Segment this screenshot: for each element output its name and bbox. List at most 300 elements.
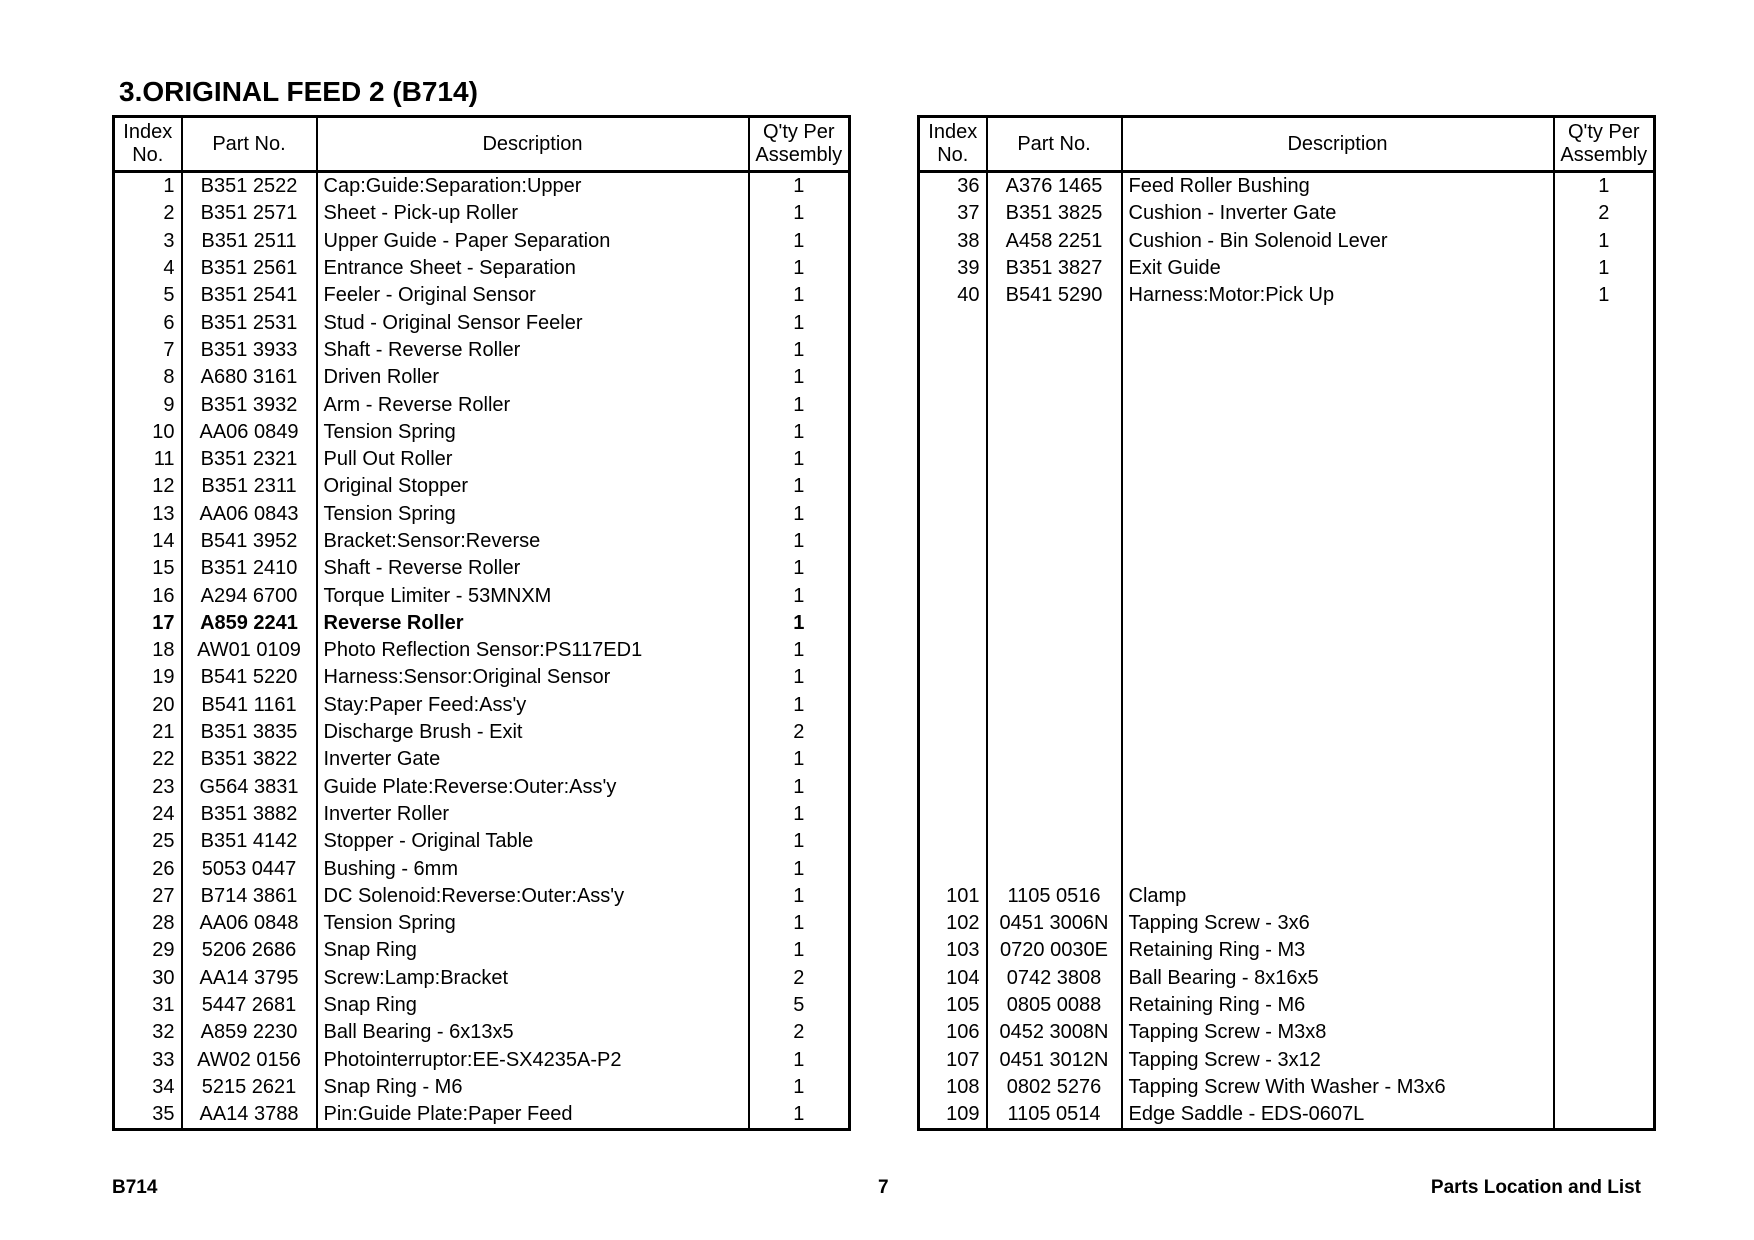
- header-qty-per-assembly: Q'ty Per Assembly: [1554, 117, 1655, 172]
- cell-part-no: B351 2541: [182, 282, 317, 309]
- cell-index-no: 39: [919, 255, 987, 282]
- cell-index-no: 14: [114, 528, 182, 555]
- cell-index-no: 5: [114, 282, 182, 309]
- table-row: [919, 200, 1655, 227]
- header-qty-per-assembly: Q'ty Per Assembly: [749, 117, 850, 172]
- cell-part-no: [987, 637, 1122, 664]
- cell-description: Reverse Roller: [317, 610, 749, 637]
- cell-description: Pin:Guide Plate:Paper Feed: [317, 1101, 749, 1130]
- table-row: [114, 719, 850, 746]
- table-row: [114, 255, 850, 282]
- cell-description: Photointerruptor:EE-SX4235A-P2: [317, 1047, 749, 1074]
- cell-description: [1122, 473, 1554, 500]
- cell-index-no: 3: [114, 228, 182, 255]
- cell-qty: [1554, 828, 1655, 855]
- cell-description: Harness:Motor:Pick Up: [1122, 282, 1554, 309]
- cell-description: Photo Reflection Sensor:PS117ED1: [317, 637, 749, 664]
- cell-qty: 1: [749, 774, 850, 801]
- table-row: [919, 582, 1655, 609]
- cell-qty: [1554, 364, 1655, 391]
- table-row: [919, 883, 1655, 910]
- cell-qty: [1554, 719, 1655, 746]
- cell-description: [1122, 664, 1554, 691]
- cell-description: Snap Ring: [317, 992, 749, 1019]
- cell-description: Feeler - Original Sensor: [317, 282, 749, 309]
- cell-index-no: 10: [114, 419, 182, 446]
- cell-part-no: 5206 2686: [182, 937, 317, 964]
- cell-part-no: 1105 0516: [987, 883, 1122, 910]
- parts-table-left: [112, 115, 851, 1131]
- cell-index-no: 2: [114, 200, 182, 227]
- cell-part-no: 5053 0447: [182, 855, 317, 882]
- cell-qty: 1: [749, 391, 850, 418]
- footer-section-title: Parts Location and List: [1430, 1177, 1641, 1198]
- cell-part-no: 5215 2621: [182, 1074, 317, 1101]
- cell-description: [1122, 528, 1554, 555]
- table-row: [114, 910, 850, 937]
- cell-qty: [1554, 801, 1655, 828]
- cell-description: [1122, 555, 1554, 582]
- cell-description: Ball Bearing - 6x13x5: [317, 1019, 749, 1046]
- cell-index-no: 29: [114, 937, 182, 964]
- cell-qty: 1: [749, 172, 850, 201]
- cell-index-no: 22: [114, 746, 182, 773]
- cell-qty: 1: [749, 364, 850, 391]
- table-row: [919, 1047, 1655, 1074]
- cell-qty: 5: [749, 992, 850, 1019]
- table-row: [114, 555, 850, 582]
- cell-index-no: [919, 446, 987, 473]
- cell-index-no: 8: [114, 364, 182, 391]
- table-row: [919, 228, 1655, 255]
- cell-qty: [1554, 1019, 1655, 1046]
- cell-qty: [1554, 746, 1655, 773]
- cell-index-no: 9: [114, 391, 182, 418]
- cell-description: Torque Limiter - 53MNXM: [317, 582, 749, 609]
- cell-qty: [1554, 692, 1655, 719]
- cell-index-no: 108: [919, 1074, 987, 1101]
- table-row: [919, 965, 1655, 992]
- cell-index-no: [919, 309, 987, 336]
- cell-qty: 1: [749, 910, 850, 937]
- cell-description: DC Solenoid:Reverse:Outer:Ass'y: [317, 883, 749, 910]
- cell-qty: 1: [749, 1101, 850, 1130]
- cell-qty: 1: [749, 446, 850, 473]
- cell-part-no: [987, 828, 1122, 855]
- cell-qty: [1554, 1047, 1655, 1074]
- table-row: [114, 419, 850, 446]
- cell-part-no: A859 2241: [182, 610, 317, 637]
- cell-qty: [1554, 582, 1655, 609]
- table-row: [114, 855, 850, 882]
- parts-table-left-body: [114, 172, 850, 1130]
- cell-description: Snap Ring: [317, 937, 749, 964]
- table-row: [919, 801, 1655, 828]
- footer-page-number: 7: [878, 1177, 889, 1198]
- cell-description: Shaft - Reverse Roller: [317, 555, 749, 582]
- cell-qty: 1: [749, 1047, 850, 1074]
- cell-index-no: [919, 746, 987, 773]
- table-row: [114, 610, 850, 637]
- cell-description: Tapping Screw - 3x6: [1122, 910, 1554, 937]
- table-row: [919, 774, 1655, 801]
- cell-description: [1122, 637, 1554, 664]
- cell-description: Exit Guide: [1122, 255, 1554, 282]
- cell-index-no: 25: [114, 828, 182, 855]
- table-row: [114, 473, 850, 500]
- parts-table-right: [917, 115, 1656, 1131]
- cell-index-no: 36: [919, 172, 987, 201]
- cell-part-no: G564 3831: [182, 774, 317, 801]
- cell-qty: [1554, 965, 1655, 992]
- cell-index-no: 1: [114, 172, 182, 201]
- table-row: [919, 364, 1655, 391]
- cell-index-no: [919, 501, 987, 528]
- cell-index-no: [919, 855, 987, 882]
- cell-description: [1122, 719, 1554, 746]
- cell-index-no: 101: [919, 883, 987, 910]
- cell-index-no: 107: [919, 1047, 987, 1074]
- cell-part-no: 1105 0514: [987, 1101, 1122, 1130]
- table-row: [919, 528, 1655, 555]
- table-row: [919, 1019, 1655, 1046]
- cell-index-no: [919, 364, 987, 391]
- cell-part-no: B714 3861: [182, 883, 317, 910]
- cell-part-no: [987, 719, 1122, 746]
- table-row: [919, 937, 1655, 964]
- cell-index-no: 105: [919, 992, 987, 1019]
- cell-part-no: [987, 692, 1122, 719]
- cell-qty: 2: [1554, 200, 1655, 227]
- cell-qty: 1: [1554, 228, 1655, 255]
- cell-index-no: 21: [114, 719, 182, 746]
- table-row: [114, 501, 850, 528]
- cell-qty: 2: [749, 719, 850, 746]
- header-index-no: Index No.: [919, 117, 987, 172]
- cell-index-no: 32: [114, 1019, 182, 1046]
- cell-description: Clamp: [1122, 883, 1554, 910]
- cell-description: [1122, 828, 1554, 855]
- table-row: [919, 992, 1655, 1019]
- cell-qty: [1554, 528, 1655, 555]
- cell-qty: 1: [749, 255, 850, 282]
- cell-part-no: B351 2321: [182, 446, 317, 473]
- cell-part-no: B351 2531: [182, 309, 317, 336]
- cell-description: Pull Out Roller: [317, 446, 749, 473]
- cell-description: [1122, 582, 1554, 609]
- cell-index-no: 106: [919, 1019, 987, 1046]
- header-part-no: Part No.: [987, 117, 1122, 172]
- cell-index-no: 27: [114, 883, 182, 910]
- cell-index-no: 109: [919, 1101, 987, 1130]
- cell-qty: [1554, 992, 1655, 1019]
- cell-index-no: 34: [114, 1074, 182, 1101]
- table-row: [919, 855, 1655, 882]
- table-row: [114, 528, 850, 555]
- cell-qty: 1: [749, 664, 850, 691]
- cell-description: Harness:Sensor:Original Sensor: [317, 664, 749, 691]
- cell-index-no: 19: [114, 664, 182, 691]
- cell-part-no: 5447 2681: [182, 992, 317, 1019]
- cell-description: Cushion - Inverter Gate: [1122, 200, 1554, 227]
- cell-part-no: 0805 0088: [987, 992, 1122, 1019]
- cell-description: [1122, 337, 1554, 364]
- cell-qty: [1554, 1074, 1655, 1101]
- cell-part-no: B541 3952: [182, 528, 317, 555]
- cell-part-no: AA14 3788: [182, 1101, 317, 1130]
- cell-part-no: [987, 364, 1122, 391]
- cell-index-no: 17: [114, 610, 182, 637]
- cell-part-no: B351 4142: [182, 828, 317, 855]
- cell-part-no: A376 1465: [987, 172, 1122, 201]
- header-part-no: Part No.: [182, 117, 317, 172]
- cell-qty: 1: [749, 1074, 850, 1101]
- cell-index-no: 38: [919, 228, 987, 255]
- table-row: [114, 692, 850, 719]
- cell-description: Tension Spring: [317, 501, 749, 528]
- cell-qty: 1: [749, 746, 850, 773]
- cell-description: Ball Bearing - 8x16x5: [1122, 965, 1554, 992]
- cell-index-no: 6: [114, 309, 182, 336]
- cell-part-no: [987, 309, 1122, 336]
- cell-description: [1122, 610, 1554, 637]
- cell-qty: [1554, 391, 1655, 418]
- table-row: [919, 746, 1655, 773]
- table-row: [114, 446, 850, 473]
- cell-description: [1122, 746, 1554, 773]
- cell-part-no: AA06 0848: [182, 910, 317, 937]
- table-row: [919, 555, 1655, 582]
- cell-part-no: [987, 855, 1122, 882]
- cell-description: Bracket:Sensor:Reverse: [317, 528, 749, 555]
- table-row: [919, 172, 1655, 201]
- cell-description: Tapping Screw With Washer - M3x6: [1122, 1074, 1554, 1101]
- cell-part-no: B351 2522: [182, 172, 317, 201]
- table-row: [114, 1019, 850, 1046]
- cell-part-no: [987, 473, 1122, 500]
- cell-qty: [1554, 473, 1655, 500]
- cell-index-no: [919, 719, 987, 746]
- cell-index-no: [919, 528, 987, 555]
- cell-description: Inverter Roller: [317, 801, 749, 828]
- cell-index-no: [919, 692, 987, 719]
- table-row: [114, 746, 850, 773]
- cell-part-no: B351 3827: [987, 255, 1122, 282]
- cell-index-no: 30: [114, 965, 182, 992]
- cell-part-no: B351 2311: [182, 473, 317, 500]
- page-title: 3.ORIGINAL FEED 2 (B714): [119, 76, 478, 107]
- cell-part-no: B351 3822: [182, 746, 317, 773]
- cell-description: Screw:Lamp:Bracket: [317, 965, 749, 992]
- table-row: [114, 774, 850, 801]
- table-row: [919, 391, 1655, 418]
- cell-qty: [1554, 419, 1655, 446]
- cell-description: Cap:Guide:Separation:Upper: [317, 172, 749, 201]
- cell-index-no: [919, 391, 987, 418]
- table-row: [919, 692, 1655, 719]
- cell-qty: 1: [749, 937, 850, 964]
- cell-index-no: [919, 337, 987, 364]
- cell-qty: 1: [749, 473, 850, 500]
- cell-description: [1122, 774, 1554, 801]
- cell-index-no: 4: [114, 255, 182, 282]
- cell-qty: [1554, 883, 1655, 910]
- cell-description: Stay:Paper Feed:Ass'y: [317, 692, 749, 719]
- cell-index-no: 15: [114, 555, 182, 582]
- cell-description: Stud - Original Sensor Feeler: [317, 309, 749, 336]
- cell-part-no: [987, 582, 1122, 609]
- cell-part-no: B351 3932: [182, 391, 317, 418]
- cell-index-no: 23: [114, 774, 182, 801]
- header-description: Description: [1122, 117, 1554, 172]
- cell-index-no: 16: [114, 582, 182, 609]
- cell-part-no: B541 5220: [182, 664, 317, 691]
- cell-index-no: [919, 774, 987, 801]
- table-row: [114, 337, 850, 364]
- cell-index-no: 28: [114, 910, 182, 937]
- table-row: [114, 637, 850, 664]
- table-row: [919, 610, 1655, 637]
- table-row: [114, 172, 850, 201]
- table-row: [919, 664, 1655, 691]
- cell-qty: [1554, 309, 1655, 336]
- cell-index-no: [919, 828, 987, 855]
- cell-description: [1122, 419, 1554, 446]
- cell-index-no: 13: [114, 501, 182, 528]
- table-row: [114, 828, 850, 855]
- table-row: [114, 200, 850, 227]
- table-row: [114, 1101, 850, 1130]
- cell-index-no: 24: [114, 801, 182, 828]
- cell-description: Tension Spring: [317, 910, 749, 937]
- cell-index-no: [919, 610, 987, 637]
- cell-description: [1122, 501, 1554, 528]
- cell-index-no: [919, 637, 987, 664]
- cell-part-no: B541 1161: [182, 692, 317, 719]
- cell-description: Retaining Ring - M6: [1122, 992, 1554, 1019]
- cell-qty: 1: [749, 637, 850, 664]
- table-row: [114, 801, 850, 828]
- cell-part-no: A859 2230: [182, 1019, 317, 1046]
- cell-qty: [1554, 446, 1655, 473]
- cell-part-no: B351 2511: [182, 228, 317, 255]
- table-row: [919, 828, 1655, 855]
- cell-part-no: [987, 664, 1122, 691]
- cell-index-no: 102: [919, 910, 987, 937]
- cell-qty: [1554, 610, 1655, 637]
- cell-index-no: [919, 582, 987, 609]
- cell-description: [1122, 364, 1554, 391]
- cell-part-no: B351 3882: [182, 801, 317, 828]
- cell-part-no: [987, 528, 1122, 555]
- cell-index-no: [919, 473, 987, 500]
- cell-qty: 2: [749, 965, 850, 992]
- cell-part-no: A294 6700: [182, 582, 317, 609]
- cell-description: [1122, 309, 1554, 336]
- cell-part-no: B541 5290: [987, 282, 1122, 309]
- table-row: [919, 419, 1655, 446]
- cell-part-no: 0802 5276: [987, 1074, 1122, 1101]
- cell-qty: [1554, 855, 1655, 882]
- cell-description: Edge Saddle - EDS-0607L: [1122, 1101, 1554, 1130]
- cell-description: Inverter Gate: [317, 746, 749, 773]
- cell-qty: 1: [1554, 282, 1655, 309]
- cell-index-no: [919, 801, 987, 828]
- table-row: [114, 937, 850, 964]
- header-index-no: Index No.: [114, 117, 182, 172]
- table-row: [114, 309, 850, 336]
- cell-description: Tapping Screw - M3x8: [1122, 1019, 1554, 1046]
- table-row: [114, 282, 850, 309]
- cell-qty: 1: [749, 282, 850, 309]
- cell-qty: 1: [749, 337, 850, 364]
- cell-index-no: 31: [114, 992, 182, 1019]
- cell-qty: [1554, 637, 1655, 664]
- cell-part-no: 0720 0030E: [987, 937, 1122, 964]
- cell-description: Stopper - Original Table: [317, 828, 749, 855]
- cell-qty: 1: [749, 828, 850, 855]
- cell-qty: 1: [1554, 255, 1655, 282]
- cell-part-no: AA06 0849: [182, 419, 317, 446]
- cell-part-no: [987, 555, 1122, 582]
- cell-part-no: 0452 3008N: [987, 1019, 1122, 1046]
- cell-index-no: [919, 419, 987, 446]
- cell-index-no: 11: [114, 446, 182, 473]
- cell-part-no: B351 3825: [987, 200, 1122, 227]
- cell-index-no: 103: [919, 937, 987, 964]
- cell-index-no: 18: [114, 637, 182, 664]
- cell-part-no: [987, 801, 1122, 828]
- cell-qty: 1: [749, 582, 850, 609]
- table-row: [919, 637, 1655, 664]
- cell-index-no: [919, 555, 987, 582]
- cell-part-no: [987, 446, 1122, 473]
- cell-description: [1122, 855, 1554, 882]
- cell-qty: 1: [749, 528, 850, 555]
- table-row: [919, 473, 1655, 500]
- table-row: [919, 719, 1655, 746]
- cell-description: Feed Roller Bushing: [1122, 172, 1554, 201]
- cell-description: Tapping Screw - 3x12: [1122, 1047, 1554, 1074]
- table-row: [919, 910, 1655, 937]
- cell-part-no: B351 2561: [182, 255, 317, 282]
- cell-qty: [1554, 664, 1655, 691]
- cell-description: Tension Spring: [317, 419, 749, 446]
- cell-qty: [1554, 555, 1655, 582]
- cell-qty: 1: [749, 309, 850, 336]
- cell-qty: [1554, 774, 1655, 801]
- cell-index-no: 35: [114, 1101, 182, 1130]
- cell-qty: 2: [749, 1019, 850, 1046]
- table-row: [919, 282, 1655, 309]
- cell-part-no: B351 2410: [182, 555, 317, 582]
- cell-part-no: B351 3835: [182, 719, 317, 746]
- cell-description: Entrance Sheet - Separation: [317, 255, 749, 282]
- cell-index-no: 104: [919, 965, 987, 992]
- table-row: [919, 1074, 1655, 1101]
- cell-part-no: AA06 0843: [182, 501, 317, 528]
- cell-qty: 1: [749, 419, 850, 446]
- header-description: Description: [317, 117, 749, 172]
- cell-description: Original Stopper: [317, 473, 749, 500]
- parts-table-right-body: [919, 172, 1655, 1130]
- table-header-row: [919, 117, 1655, 172]
- cell-part-no: 0742 3808: [987, 965, 1122, 992]
- table-row: [919, 255, 1655, 282]
- cell-qty: 1: [749, 228, 850, 255]
- table-row: [919, 446, 1655, 473]
- table-row: [919, 501, 1655, 528]
